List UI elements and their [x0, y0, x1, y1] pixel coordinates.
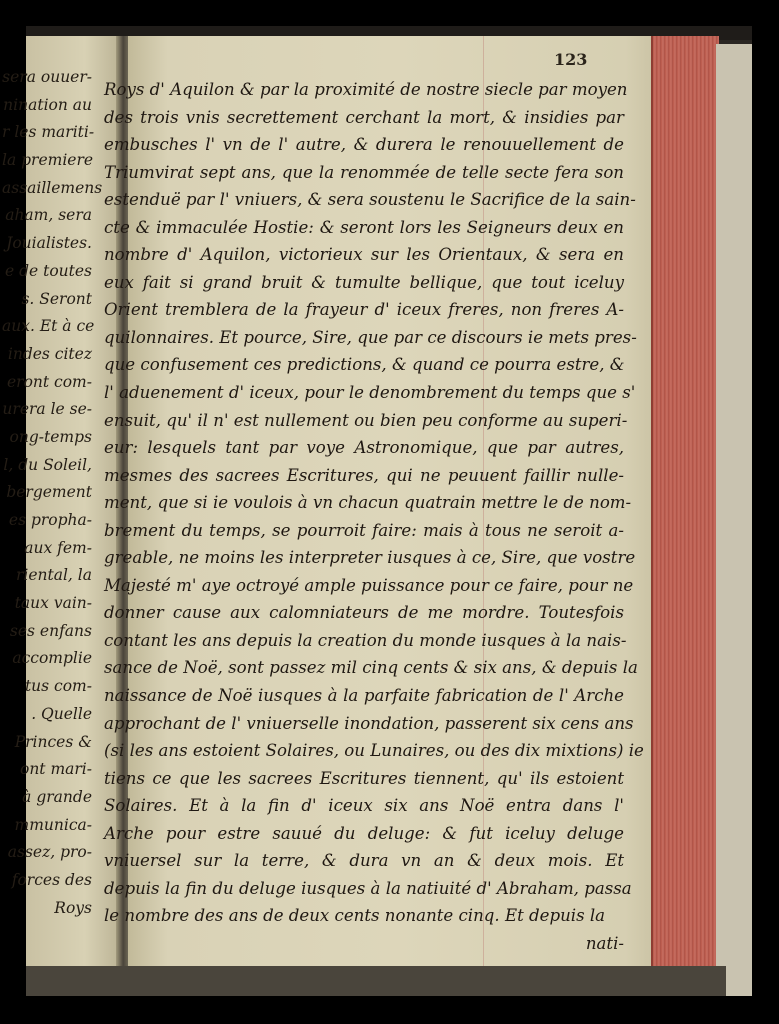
- left-line: mmunica-: [14, 815, 92, 834]
- text-line: eur: lesquels tant par voye Astronomique, que par autres,: [104, 438, 624, 458]
- left-line: Princes &: [14, 732, 92, 751]
- text-line: eux fait si grand bruit & tumulte bellique, que tout iceluy: [104, 272, 624, 292]
- left-line: indes citez: [7, 344, 92, 363]
- left-line: sera ouuer-: [2, 68, 92, 86]
- left-line: riental, la: [15, 566, 92, 585]
- left-line: forces des: [11, 870, 92, 889]
- left-line: assez, pro-: [7, 843, 92, 862]
- text-line: que confusement ces predictions, & quand ce pourra estre, &: [104, 355, 625, 375]
- text-line: l' aduenement d' iceux, pour le denombrement du temps que s': [104, 383, 636, 403]
- page-number: 123: [554, 50, 588, 69]
- left-line: ont mari-: [19, 760, 92, 779]
- book-cover-edge: [716, 44, 752, 996]
- main-page-text: [104, 76, 644, 958]
- left-line: aham, sera: [5, 206, 92, 225]
- text-line: brement du temps, se pourroit faire: mais à tous ne seroit a-: [104, 520, 624, 540]
- left-line: nination au: [3, 95, 92, 114]
- text-line: nombre d' Aquilon, victorieux sur les Orientaux, & sera en: [104, 245, 624, 265]
- left-line: assaillemens: [2, 178, 103, 197]
- text-line: tiens ce que les sacrees Escritures tiennent, qu' ils estoient: [104, 768, 624, 788]
- catchword: nati-: [585, 933, 624, 953]
- left-line: bergement: [6, 483, 92, 502]
- text-line: greable, ne moins les interpreter iusques à ce, Sire, que vostre: [104, 548, 636, 568]
- left-line: Jouialistes.: [6, 234, 92, 253]
- left-line: la premiere: [2, 151, 94, 170]
- text-line: Orient tremblera de la frayeur d' iceux freres, non freres A-: [104, 300, 624, 320]
- text-line: contant les ans depuis la creation du monde iusques à la nais-: [104, 630, 627, 650]
- text-line: des trois vnis secrettement cerchant la mort, & insidies par: [104, 107, 624, 127]
- text-line: naissance de Noë iusques à la parfaite fabrication de l' Arche: [104, 686, 624, 706]
- text-line: sance de Noë, sont passez mil cinq cents & six ans, & depuis la: [104, 658, 638, 678]
- left-line: s. Seront: [21, 289, 92, 308]
- text-line: (si les ans estoient Solaires, ou Lunaires, ou des dix mixtions) ie: [104, 741, 644, 761]
- left-line: à grande: [22, 787, 92, 806]
- text-line: Solaires. Et à la fin d' iceux six ans Noë entra dans l': [104, 796, 624, 816]
- left-line: taux vain-: [14, 594, 92, 613]
- text-line: ensuit, qu' il n' est nullement ou bien peu conforme au superi-: [104, 410, 628, 430]
- text-line: Arche pour estre sauué du deluge: & fut iceluy deluge: [104, 823, 624, 843]
- left-line: Roys: [54, 898, 92, 917]
- left-page-text: [2, 64, 103, 922]
- left-line: aux. Et à ce: [2, 317, 95, 336]
- text-line: le nombre des ans de deux cents nonante cinq. Et depuis la: [104, 906, 606, 926]
- text-line: Roys d' Aquilon & par la proximité de nostre siecle par moyen: [104, 80, 628, 99]
- text-line: ment, que si ie voulois à vn chacun quatrain mettre le de nom-: [104, 493, 632, 513]
- text-line: cte & immaculée Hostie: & seront lors les Seigneurs deux en: [104, 217, 624, 237]
- left-line: l, du Soleil,: [3, 455, 92, 474]
- text-line: embusches l' vn de l' autre, & durera le renouuellement de: [104, 135, 624, 155]
- left-line: e de toutes: [4, 261, 92, 280]
- red-page-edges: [651, 36, 719, 968]
- left-line: r les mariti-: [2, 123, 95, 142]
- left-line: es propha-: [8, 511, 92, 529]
- left-line: ses enfans: [9, 621, 92, 640]
- left-line: eront com-: [6, 372, 92, 391]
- book-bottom: [26, 966, 726, 996]
- text-line: vniuersel sur la terre, & dura vn an & deux mois. Et: [104, 851, 624, 871]
- text-line: quilonnaires. Et pource, Sire, que par ce discours ie mets pres-: [104, 327, 637, 347]
- left-line: . Quelle: [31, 704, 92, 723]
- text-line: mesmes des sacrees Escritures, qui ne peuuent faillir nulle-: [104, 465, 624, 485]
- left-line: accomplie: [12, 649, 92, 668]
- text-line: Triumvirat sept ans, que la renommée de telle secte fera son: [104, 162, 624, 182]
- text-line: Majesté m' aye octroyé ample puissance pour ce faire, pour ne: [104, 575, 634, 595]
- text-line: estenduë par l' vniuers, & sera soustenu le Sacrifice de la sain-: [104, 190, 636, 210]
- left-line: tus com-: [24, 677, 92, 696]
- text-line: depuis la fin du deluge iusques à la natiuité d' Abraham, passa: [104, 878, 632, 898]
- text-line: approchant de l' vniuerselle inondation, passerent six cens ans: [104, 713, 634, 733]
- text-line: donner cause aux calomniateurs de me mordre. Toutesfois: [104, 603, 624, 623]
- left-line: ong-temps: [9, 427, 92, 446]
- left-line: urera le se-: [2, 400, 92, 419]
- left-line: aux fem-: [24, 538, 92, 557]
